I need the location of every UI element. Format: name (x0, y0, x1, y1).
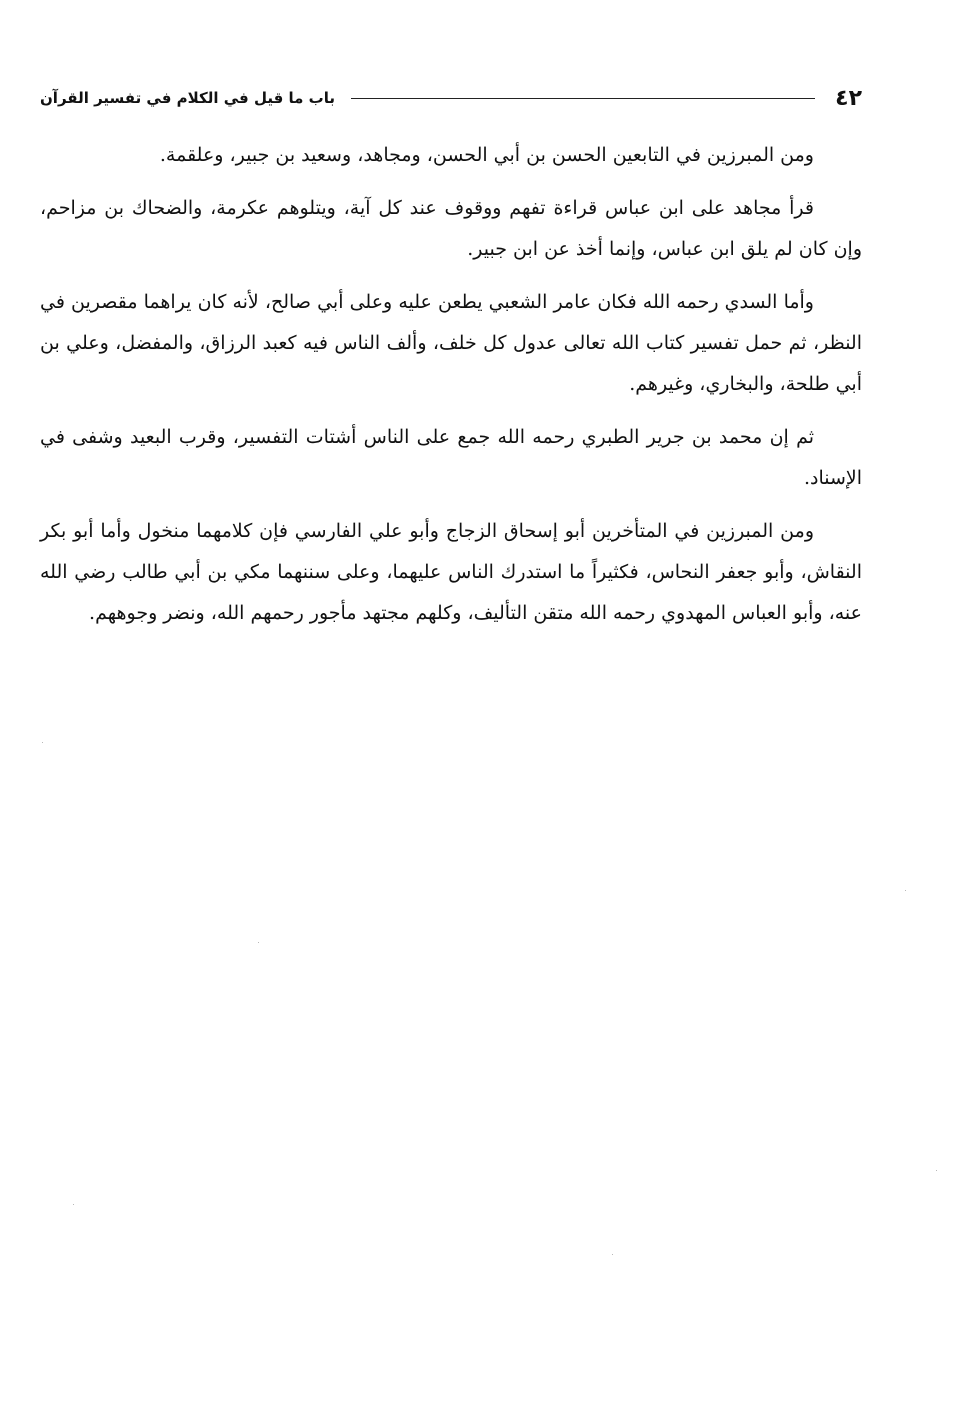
paragraph: قرأ مجاهد على ابن عباس قراءة تفهم ووقوف عند كل آية، ويتلوهم عكرمة، والضحاك بن مزاحم، وإن كان لم يلق ابن عباس، وإنما أخذ عن ابن جبير. (40, 197, 862, 260)
scan-speck (936, 1170, 937, 1171)
scan-speck (612, 1254, 613, 1255)
body-text (40, 135, 862, 646)
header-rule (351, 98, 815, 99)
scan-speck (905, 890, 906, 891)
scan-speck (73, 1204, 74, 1205)
scan-speck (258, 942, 259, 943)
paragraph: ومن المبرزين في المتأخرين أبو إسحاق الزجاج وأبو علي الفارسي فإن كلامهما منخول وأما أبو بكر النقاش، وأبو جعفر النحاس، فكثيراً ما استدرك الناس عليهما، وعلى سننهما مكي بن أبي طالب رضي الله عنه، وأبو العباس المهدوي رحمه الله متقن التأليف، وكلهم مجتهد مأجور رحمهم الله، ونضر وجوههم. (40, 520, 862, 624)
running-title: باب ما قيل في الكلام في تفسير القرآن (40, 89, 336, 107)
paragraph: ثم إن محمد بن جرير الطبري رحمه الله جمع على الناس أشتات التفسير، وقرب البعيد وشفى في الإسناد. (40, 426, 862, 489)
scan-speck (42, 742, 43, 743)
page-number: ٤٢ (835, 85, 862, 111)
page-header (40, 78, 862, 118)
paragraph: وأما السدي رحمه الله فكان عامر الشعبي يطعن عليه وعلى أبي صالح، لأنه كان يراهما مقصرين في النظر، ثم حمل تفسير كتاب الله تعالى عدول كل خلف، وألف الناس فيه كعبد الرزاق، والمفضل، وعلي بن أبي طلحة، والبخاري، وغيرهم. (40, 291, 862, 395)
paragraph: ومن المبرزين في التابعين الحسن بن أبي الحسن، ومجاهد، وسعيد بن جبير، وعلقمة. (159, 144, 814, 166)
